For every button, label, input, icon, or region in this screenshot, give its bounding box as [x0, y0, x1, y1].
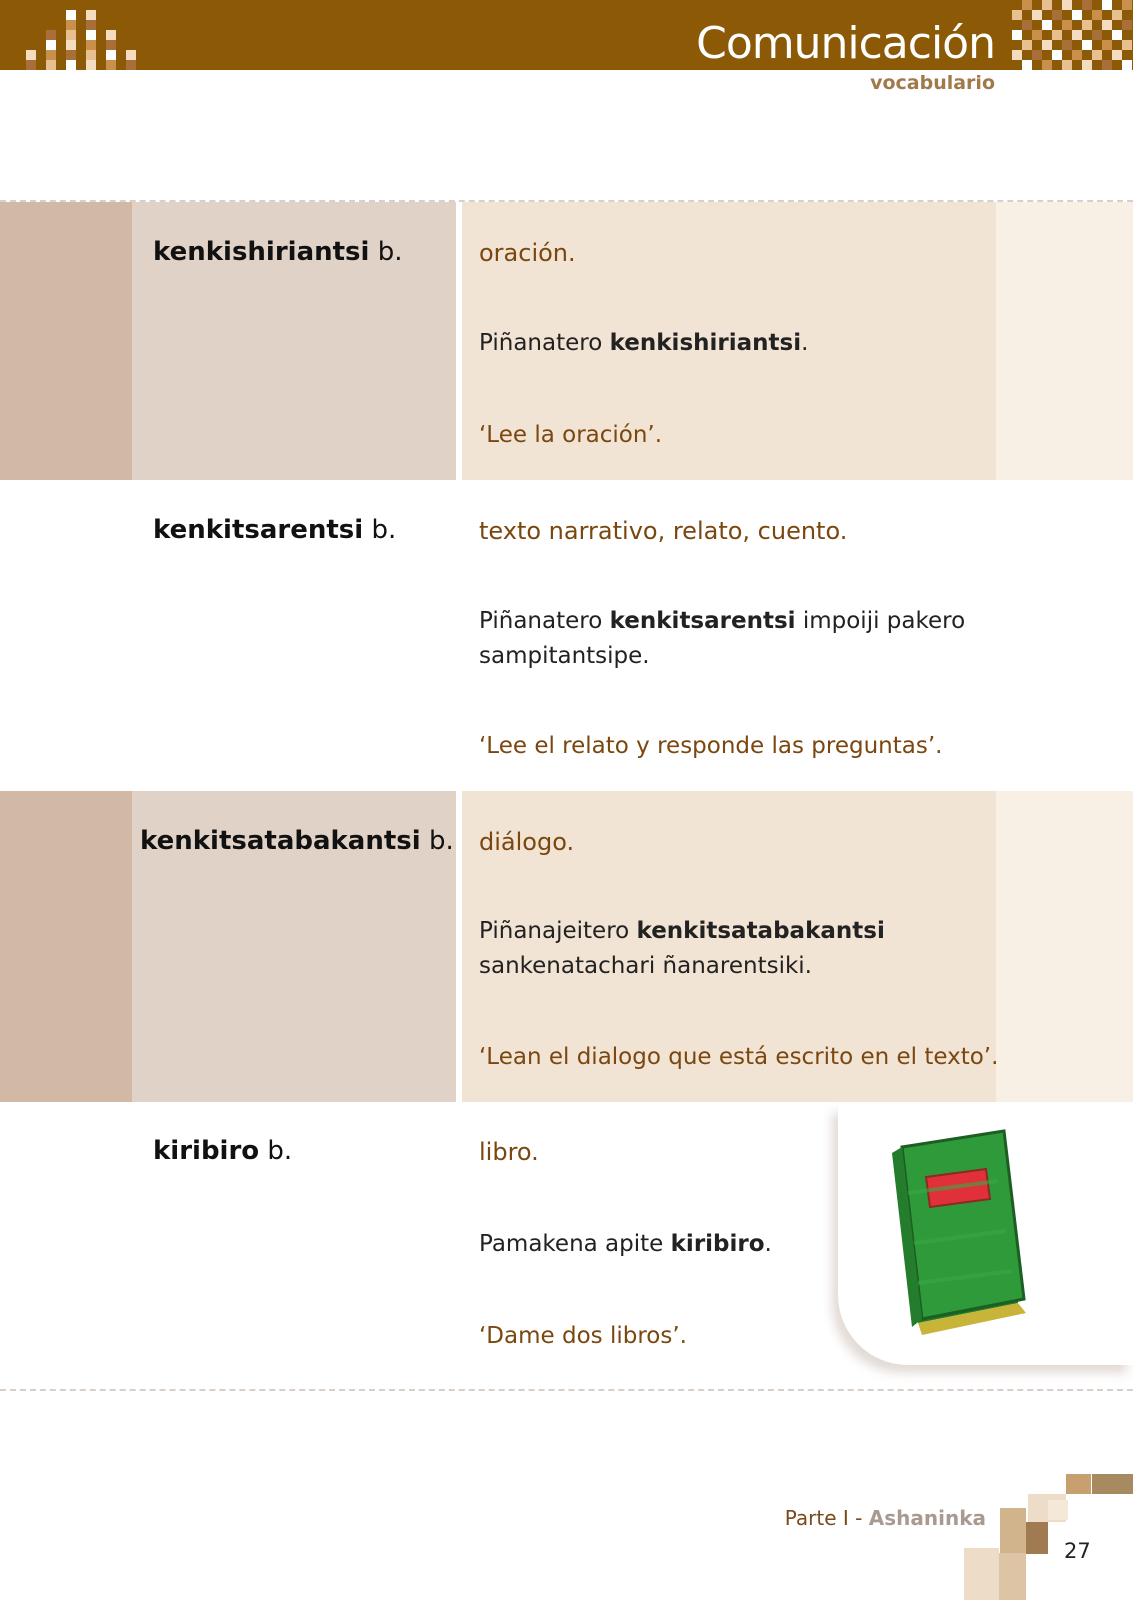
pattern-square [1092, 10, 1102, 20]
entry-example: Piñanajeitero kenkitsatabakantsi sankenatachari ñanarentsiki. [479, 918, 885, 979]
entry-meaning: libro. [479, 1138, 539, 1166]
pattern-square [26, 60, 36, 70]
pattern-square [1122, 20, 1132, 30]
section-title: Comunicación [696, 18, 995, 69]
pattern-square [1022, 40, 1032, 50]
pattern-square [66, 60, 76, 70]
entry-translation: ‘Dame dos libros’. [479, 1323, 687, 1349]
pattern-square [1062, 20, 1072, 30]
pattern-square [1102, 0, 1112, 10]
pattern-square [1112, 10, 1122, 20]
pattern-square [1012, 10, 1022, 20]
pattern-square [1112, 30, 1122, 40]
entry-meaning: oración. [479, 239, 576, 267]
entry-term: kenkitsatabakantsi b. [140, 826, 454, 856]
pattern-square [46, 40, 56, 50]
pattern-square [1062, 0, 1072, 10]
bottom-divider [0, 1389, 1133, 1391]
pattern-square [46, 30, 56, 40]
pattern-square [86, 60, 96, 70]
pattern-square [1112, 50, 1122, 60]
pattern-square [1122, 60, 1132, 70]
pattern-square [1102, 20, 1112, 30]
pattern-square [1092, 30, 1102, 40]
entry-term: kenkitsarentsi b. [153, 515, 397, 545]
entry-example: Pamakena apite kiribiro. [479, 1231, 772, 1257]
pattern-square [1022, 20, 1032, 30]
pattern-square [1072, 30, 1082, 40]
pattern-square [1052, 10, 1062, 20]
pattern-square [26, 50, 36, 60]
pattern-square [1042, 40, 1052, 50]
pattern-square [1082, 20, 1092, 30]
footer-square [999, 1553, 1026, 1600]
pattern-square [106, 40, 116, 50]
footer-square [1092, 1474, 1133, 1494]
pattern-square [1032, 50, 1042, 60]
footer-label: Parte I - Ashaninka [784, 1506, 986, 1530]
entry-meaning: texto narrativo, relato, cuento. [479, 517, 848, 545]
pattern-square [1012, 50, 1022, 60]
pattern-square [86, 30, 96, 40]
pattern-square [106, 50, 116, 60]
pattern-square [66, 50, 76, 60]
pattern-square [86, 40, 96, 50]
pattern-square [106, 60, 116, 70]
pattern-square [1022, 0, 1032, 10]
green-book-icon [878, 1123, 1078, 1343]
footer-square [964, 1548, 999, 1600]
pattern-square [126, 60, 136, 70]
entry-translation: ‘Lean el dialogo que está escrito en el texto’. [479, 1044, 999, 1070]
pattern-square [1102, 40, 1112, 50]
footer-square [1000, 1508, 1026, 1553]
pattern-square [1082, 60, 1092, 70]
pattern-square [1072, 50, 1082, 60]
entry-example: Piñanatero kenkitsarentsi impoiji pakero sampitantsipe. [479, 608, 966, 669]
footer-square [1026, 1522, 1048, 1554]
footer-square [1066, 1474, 1091, 1494]
entry-term: kiribiro b. [153, 1136, 293, 1166]
pattern-square [46, 60, 56, 70]
entry-term: kenkishiriantsi b. [153, 237, 403, 267]
page-number: 27 [1064, 1539, 1091, 1563]
pattern-square [1062, 60, 1072, 70]
pattern-square [1052, 50, 1062, 60]
pattern-square [66, 10, 76, 20]
pattern-square [1042, 0, 1052, 10]
pattern-square [66, 40, 76, 50]
pattern-square [1052, 30, 1062, 40]
pattern-square [46, 50, 56, 60]
entry-meaning: diálogo. [479, 828, 575, 856]
pattern-square [1082, 0, 1092, 10]
pattern-square [1122, 40, 1132, 50]
section-subtitle: vocabulario [870, 72, 995, 94]
pattern-square [1062, 40, 1072, 50]
pattern-square [106, 30, 116, 40]
pattern-square [1082, 40, 1092, 50]
pattern-square [66, 20, 76, 30]
entry-translation: ‘Lee la oración’. [479, 422, 663, 448]
pattern-square [66, 30, 76, 40]
pattern-square [1102, 60, 1112, 70]
entry-translation: ‘Lee el relato y responde las preguntas’. [479, 733, 943, 759]
pattern-square [1012, 30, 1022, 40]
pattern-square [1032, 30, 1042, 40]
pattern-square [1092, 50, 1102, 60]
pattern-square [1022, 60, 1032, 70]
pattern-square [1042, 60, 1052, 70]
footer-square [1048, 1500, 1068, 1520]
pattern-square [1072, 10, 1082, 20]
pattern-square [86, 10, 96, 20]
pattern-square [1122, 0, 1132, 10]
pattern-square [1042, 20, 1052, 30]
illustration-card [838, 1105, 1133, 1365]
pattern-square [1032, 10, 1042, 20]
pattern-square [86, 20, 96, 30]
pattern-square [126, 50, 136, 60]
entry-example: Piñanatero kenkishiriantsi. [479, 330, 809, 356]
pattern-square [86, 50, 96, 60]
